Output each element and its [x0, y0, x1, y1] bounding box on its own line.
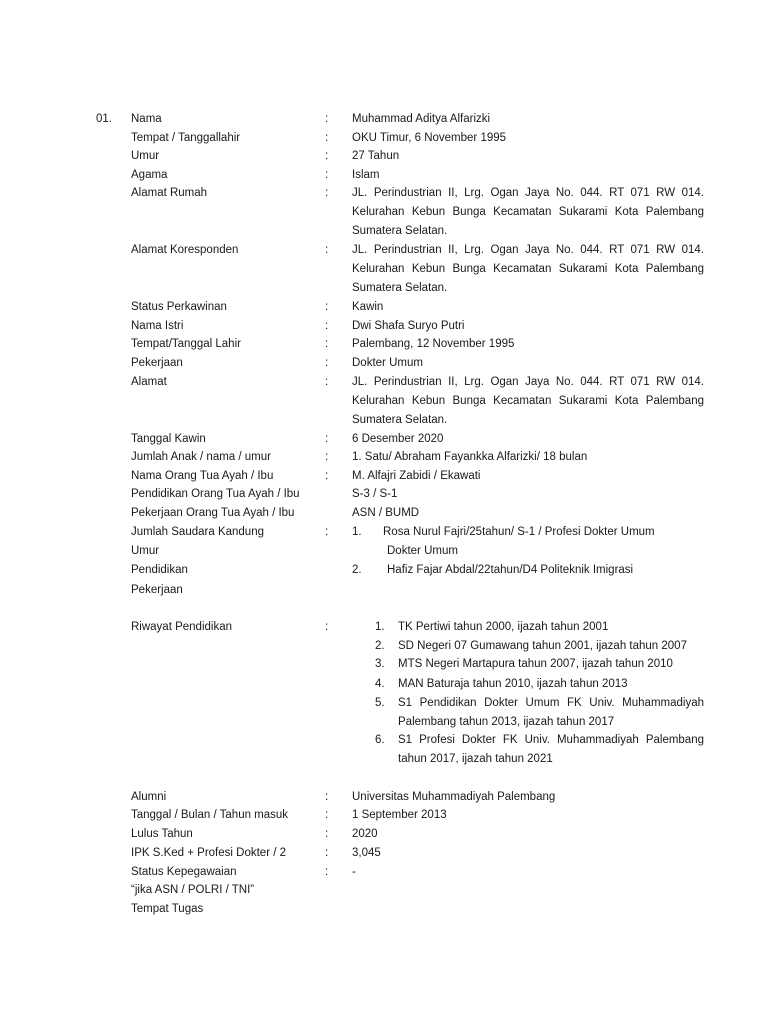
- value-pendidikan-orang-tua: S-3 / S-1: [352, 488, 398, 500]
- saudara-item: Rosa Nurul Fajri/25tahun/ S-1 / Profesi Dokter Umum: [383, 526, 655, 538]
- colon: :: [325, 301, 329, 313]
- value-tempat-tanggal-lahir-istri: Palembang, 12 November 1995: [352, 338, 515, 350]
- label-pekerjaan: Pekerjaan: [131, 357, 183, 369]
- riwayat-number: 4.: [375, 678, 385, 690]
- value-alamat: JL. Perindustrian II, Lrg. Ogan Jaya No. 044. RT 071 RW 014. Kelurahan Kebun Bunga Kecamatan Sukarami Kota Palembang Sumatera Selatan.: [352, 376, 704, 426]
- label-nama-istri: Nama Istri: [131, 320, 184, 332]
- label-tempat-tanggal-lahir: Tempat / Tanggallahir: [131, 132, 241, 144]
- label-tempat-tugas: Tempat Tugas: [131, 903, 204, 915]
- value-nama-istri: Dwi Shafa Suryo Putri: [352, 320, 465, 332]
- value-status-perkawinan: Kawin: [352, 301, 384, 313]
- value-alamat-koresponden: JL. Perindustrian II, Lrg. Ogan Jaya No. 044. RT 071 RW 014. Kelurahan Kebun Bunga Kecamatan Sukarami Kota Palembang Sumatera Selatan.: [352, 244, 704, 294]
- label-alamat-koresponden: Alamat Koresponden: [131, 244, 239, 256]
- value-tanggal-kawin: 6 Desember 2020: [352, 433, 444, 445]
- colon: :: [325, 357, 329, 369]
- value-alamat-rumah: JL. Perindustrian II, Lrg. Ogan Jaya No. 044. RT 071 RW 014. Kelurahan Kebun Bunga Kecamatan Sukarami Kota Palembang Sumatera Selatan.: [352, 187, 704, 237]
- label-jika-asn: “jika ASN / POLRI / TNI”: [131, 884, 255, 896]
- colon: :: [325, 187, 329, 199]
- label-status-perkawinan: Status Perkawinan: [131, 301, 227, 313]
- colon: :: [325, 113, 329, 125]
- riwayat-item: S1 Profesi Dokter FK Univ. Muhammadiyah Palembang tahun 2017, ijazah tahun 2021: [398, 734, 704, 765]
- value-tanggal-masuk: 1 September 2013: [352, 809, 447, 821]
- riwayat-item: TK Pertiwi tahun 2000, ijazah tahun 2001: [398, 621, 609, 633]
- colon: :: [325, 828, 329, 840]
- riwayat-item: MTS Negeri Martapura tahun 2007, ijazah tahun 2010: [398, 658, 673, 670]
- colon: :: [325, 847, 329, 859]
- riwayat-item: SD Negeri 07 Gumawang tahun 2001, ijazah tahun 2007: [398, 640, 687, 652]
- value-tempat-tanggal-lahir: OKU Timur, 6 November 1995: [352, 132, 507, 144]
- colon: :: [325, 244, 329, 256]
- colon: :: [325, 809, 329, 821]
- riwayat-number: 2.: [375, 640, 385, 652]
- label-saudara-umur: Umur: [131, 545, 160, 557]
- riwayat-number: 5.: [375, 697, 385, 709]
- riwayat-number: 6.: [375, 734, 385, 746]
- label-umur: Umur: [131, 150, 160, 162]
- value-agama: Islam: [352, 169, 380, 181]
- label-jumlah-anak: Jumlah Anak / nama / umur: [131, 451, 271, 463]
- value-umur: 27 Tahun: [352, 150, 400, 162]
- colon: :: [325, 451, 329, 463]
- saudara-number: 2.: [352, 564, 362, 576]
- label-tempat-tanggal-lahir-istri: Tempat/Tanggal Lahir: [131, 338, 241, 350]
- saudara-item: Hafiz Fajar Abdal/22tahun/D4 Politeknik Imigrasi: [387, 564, 634, 576]
- label-tanggal-masuk: Tanggal / Bulan / Tahun masuk: [131, 809, 289, 821]
- label-status-kepegawaian: Status Kepegawaian: [131, 866, 237, 878]
- colon: :: [325, 791, 329, 803]
- riwayat-item: MAN Baturaja tahun 2010, ijazah tahun 2013: [398, 678, 628, 690]
- label-pekerjaan-orang-tua: Pekerjaan Orang Tua Ayah / Ibu: [131, 507, 295, 519]
- colon: :: [325, 169, 329, 181]
- label-tanggal-kawin: Tanggal Kawin: [131, 433, 206, 445]
- value-lulus-tahun: 2020: [352, 828, 378, 840]
- colon: :: [325, 470, 329, 482]
- value-alumni: Universitas Muhammadiyah Palembang: [352, 791, 556, 803]
- label-lulus-tahun: Lulus Tahun: [131, 828, 193, 840]
- label-ipk: IPK S.Ked + Profesi Dokter / 2: [131, 847, 287, 859]
- value-status-kepegawaian: -: [352, 866, 356, 878]
- saudara-item-continuation: Dokter Umum: [387, 545, 458, 557]
- value-pekerjaan: Dokter Umum: [352, 357, 423, 369]
- value-nama: Muhammad Aditya Alfarizki: [352, 113, 491, 125]
- label-saudara-pekerjaan: Pekerjaan: [131, 584, 183, 596]
- label-pendidikan-orang-tua: Pendidikan Orang Tua Ayah / Ibu: [131, 488, 300, 500]
- colon: :: [325, 621, 329, 633]
- label-alumni: Alumni: [131, 791, 167, 803]
- value-pekerjaan-orang-tua: ASN / BUMD: [352, 507, 420, 519]
- label-agama: Agama: [131, 169, 168, 181]
- riwayat-number: 3.: [375, 658, 385, 670]
- colon: :: [325, 433, 329, 445]
- colon: :: [325, 338, 329, 350]
- label-alamat-rumah: Alamat Rumah: [131, 187, 208, 199]
- colon: :: [325, 132, 329, 144]
- entry-number: 01.: [96, 113, 112, 125]
- colon: :: [325, 320, 329, 332]
- value-nama-orang-tua: M. Alfajri Zabidi / Ekawati: [352, 470, 481, 482]
- label-alamat: Alamat: [131, 376, 167, 388]
- value-ipk: 3,045: [352, 847, 381, 859]
- label-nama: Nama: [131, 113, 162, 125]
- saudara-number: 1.: [352, 526, 362, 538]
- colon: :: [325, 866, 329, 878]
- riwayat-item: S1 Pendidikan Dokter Umum FK Univ. Muhammadiyah Palembang tahun 2013, ijazah tahun 2017: [398, 697, 704, 728]
- label-saudara-pendidikan: Pendidikan: [131, 564, 188, 576]
- value-jumlah-anak: 1. Satu/ Abraham Fayankka Alfarizki/ 18 bulan: [352, 451, 588, 463]
- label-riwayat-pendidikan: Riwayat Pendidikan: [131, 621, 233, 633]
- colon: :: [325, 150, 329, 162]
- label-jumlah-saudara: Jumlah Saudara Kandung: [131, 526, 264, 538]
- label-nama-orang-tua: Nama Orang Tua Ayah / Ibu: [131, 470, 274, 482]
- colon: :: [325, 376, 329, 388]
- colon: :: [325, 526, 329, 538]
- riwayat-number: 1.: [375, 621, 385, 633]
